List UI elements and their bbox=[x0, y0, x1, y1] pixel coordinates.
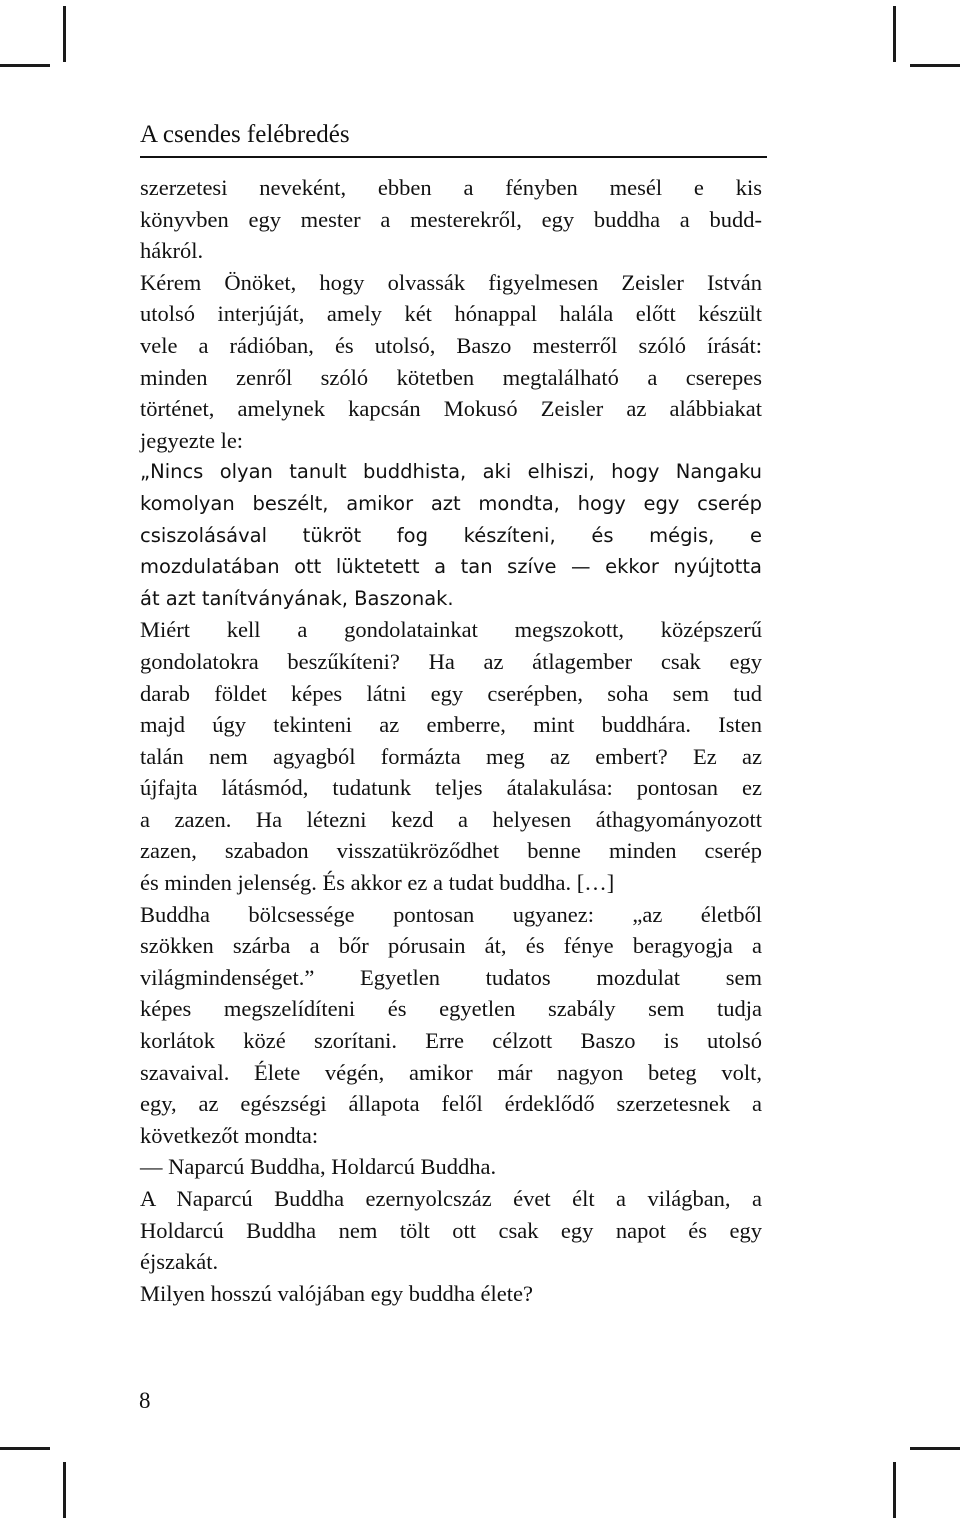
text-line: hákról. bbox=[140, 238, 204, 264]
text-line: történet, amelynek kapcsán Mokusó Zeisler az alábbiakat bbox=[140, 396, 762, 422]
paragraph bbox=[140, 1183, 762, 1278]
text-line: szökken szárba a bőr pórusain át, és fénye beragyogja a bbox=[140, 933, 762, 959]
text-line: a zazen. Ha létezni kezd a helyesen áthagyományozott bbox=[140, 806, 762, 832]
text-line: talán nem agyagból formázta meg az embert? Ez az bbox=[140, 743, 762, 769]
crop-mark-bottom-right-horizontal bbox=[910, 1447, 960, 1450]
text-line: minden zenről szóló kötetben megtalálható a cserepes bbox=[140, 364, 762, 390]
paragraph bbox=[140, 267, 762, 457]
text-line: csiszolásával tükröt fog készíteni, és mégis, e bbox=[140, 523, 762, 547]
paragraph bbox=[140, 172, 762, 267]
text-line: és minden jelenség. És akkor ez a tudat buddha. […] bbox=[140, 870, 615, 896]
text-line: korlátok közé szorítani. Erre célzott Baszo is utolsó bbox=[140, 1028, 762, 1054]
text-line: Kérem Önöket, hogy olvassák figyelmesen Zeisler István bbox=[140, 269, 762, 295]
crop-mark-top-left-vertical bbox=[63, 6, 66, 62]
crop-mark-top-left-horizontal bbox=[0, 64, 50, 67]
text-line: — Naparcú Buddha, Holdarcú Buddha. bbox=[140, 1154, 497, 1180]
page-number: 8 bbox=[139, 1388, 151, 1413]
body-text bbox=[140, 172, 762, 1309]
crop-mark-top-right-horizontal bbox=[910, 64, 960, 67]
text-line: gondolatokra beszűkíteni? Ha az átlagember csak egy bbox=[140, 648, 762, 674]
text-line: világmindenséget.” Egyetlen tudatos mozdulat sem bbox=[140, 964, 762, 990]
crop-mark-top-right-vertical bbox=[893, 6, 896, 62]
paragraph bbox=[140, 1151, 762, 1183]
text-line: képes megszelídíteni és egyetlen szabály sem tudja bbox=[140, 996, 762, 1022]
paragraph bbox=[140, 614, 762, 898]
text-line: jegyezte le: bbox=[140, 427, 244, 453]
text-line: „Nincs olyan tanult buddhista, aki elhiszi, hogy Nangaku bbox=[140, 460, 762, 484]
text-line: A Naparcú Buddha ezernyolcszáz évet élt a világban, a bbox=[140, 1186, 762, 1211]
text-line: Miért kell a gondolatainkat megszokott, középszerű bbox=[140, 617, 762, 643]
running-header bbox=[140, 118, 767, 158]
text-line: egy, az egészségi állapota felől érdeklődő szerzetesnek a bbox=[140, 1091, 762, 1117]
text-line: darab földet képes látni egy cserépben, soha sem tud bbox=[140, 680, 762, 706]
text-line: Milyen hosszú valójában egy buddha élete? bbox=[140, 1280, 534, 1306]
running-header-title: A csendes felébredés bbox=[140, 121, 350, 148]
text-line: könyvben egy mester a mesterekről, egy buddha a budd- bbox=[140, 206, 762, 232]
crop-mark-bottom-left-vertical bbox=[63, 1462, 66, 1518]
text-line: utolsó interjúját, amely két hónappal halála előtt készült bbox=[140, 301, 762, 327]
text-line: szavaival. Élete végén, amikor már nagyon beteg volt, bbox=[140, 1059, 762, 1085]
paragraph bbox=[140, 899, 762, 1152]
text-line: mozdulatában ott lüktetett a tan szíve — ekkor nyújtotta bbox=[140, 555, 762, 579]
text-line: újfajta látásmód, tudatunk teljes átalakulása: pontosan ez bbox=[140, 775, 762, 801]
paragraph bbox=[140, 456, 762, 614]
text-line: vele a rádióban, és utolsó, Baszo mesterről szóló írását: bbox=[140, 332, 762, 358]
text-line: éjszakát. bbox=[140, 1249, 219, 1275]
text-line: következőt mondta: bbox=[140, 1122, 319, 1148]
text-line: zazen, szabadon visszatükröződhet benne minden cserép bbox=[140, 838, 762, 864]
text-line: szerzetesi neveként, ebben a fényben mesél e kis bbox=[140, 175, 762, 200]
paragraph bbox=[140, 1278, 762, 1310]
crop-mark-bottom-left-horizontal bbox=[0, 1447, 50, 1450]
text-line: át azt tanítványának, Baszonak. bbox=[140, 586, 454, 610]
crop-mark-bottom-right-vertical bbox=[893, 1462, 896, 1518]
text-line: majd úgy tekinteni az emberre, mint buddhára. Isten bbox=[140, 712, 762, 738]
text-line: komolyan beszélt, amikor azt mondta, hogy egy cserép bbox=[140, 491, 762, 515]
text-line: Buddha bölcsessége pontosan ugyanez: „az életből bbox=[140, 901, 762, 927]
text-line: Holdarcú Buddha nem tölt ott csak egy napot és egy bbox=[140, 1217, 762, 1243]
